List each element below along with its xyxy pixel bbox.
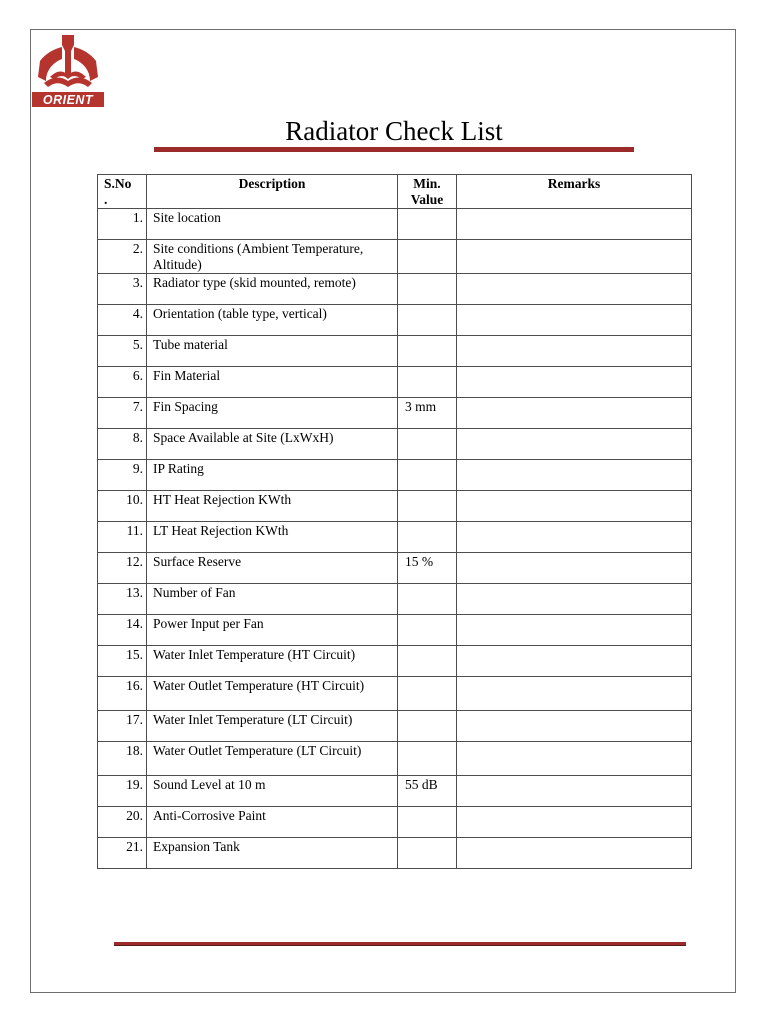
row-min-value[interactable] [398, 742, 457, 776]
table-row [98, 305, 692, 336]
row-min-value[interactable] [398, 274, 457, 305]
row-min-value[interactable]: 15 % [398, 553, 457, 584]
row-description: IP Rating [147, 460, 398, 491]
row-remarks[interactable] [457, 807, 692, 838]
row-remarks[interactable] [457, 584, 692, 615]
row-min-value[interactable] [398, 491, 457, 522]
row-remarks[interactable] [457, 646, 692, 677]
row-remarks[interactable] [457, 274, 692, 305]
row-min-value[interactable] [398, 711, 457, 742]
row-min-value[interactable] [398, 807, 457, 838]
table-row [98, 615, 692, 646]
row-min-value[interactable] [398, 305, 457, 336]
table-row [98, 807, 692, 838]
title-underline-rule [154, 147, 634, 152]
radiator-checklist-table [97, 174, 692, 869]
header-min-value [398, 175, 457, 209]
table-row [98, 522, 692, 553]
row-min-value[interactable]: 55 dB [398, 776, 457, 807]
table-row [98, 240, 692, 274]
row-description: Radiator type (skid mounted, remote) [147, 274, 398, 305]
row-remarks[interactable] [457, 460, 692, 491]
row-number: 21. [98, 838, 147, 869]
table-row [98, 491, 692, 522]
row-description: Site location [147, 209, 398, 240]
row-description: Orientation (table type, vertical) [147, 305, 398, 336]
row-min-value[interactable] [398, 646, 457, 677]
row-description: Space Available at Site (LxWxH) [147, 429, 398, 460]
orient-wordmark: ORIENT [42, 93, 94, 107]
table-header-row [98, 175, 692, 209]
row-min-value[interactable] [398, 240, 457, 274]
row-remarks[interactable] [457, 838, 692, 869]
row-number: 9. [98, 460, 147, 491]
row-description: Fin Spacing [147, 398, 398, 429]
table-row [98, 838, 692, 869]
row-number: 20. [98, 807, 147, 838]
row-remarks[interactable] [457, 367, 692, 398]
header-min-value-label: Min. Value [410, 176, 444, 207]
header-remarks: Remarks [457, 175, 692, 209]
row-description: LT Heat Rejection KWth [147, 522, 398, 553]
table-body [98, 209, 692, 869]
table-row [98, 711, 692, 742]
table-row [98, 584, 692, 615]
row-number: 5. [98, 336, 147, 367]
table-row [98, 460, 692, 491]
row-number: 17. [98, 711, 147, 742]
row-remarks[interactable] [457, 398, 692, 429]
row-remarks[interactable] [457, 553, 692, 584]
row-remarks[interactable] [457, 491, 692, 522]
row-remarks[interactable] [457, 742, 692, 776]
row-description: Number of Fan [147, 584, 398, 615]
row-number: 16. [98, 677, 147, 711]
row-description: Tube material [147, 336, 398, 367]
row-min-value[interactable] [398, 522, 457, 553]
row-number: 18. [98, 742, 147, 776]
row-min-value[interactable] [398, 460, 457, 491]
row-number: 19. [98, 776, 147, 807]
row-description: Water Inlet Temperature (LT Circuit) [147, 711, 398, 742]
row-min-value[interactable] [398, 336, 457, 367]
row-min-value[interactable] [398, 838, 457, 869]
table-row [98, 336, 692, 367]
orient-logo-mark [32, 31, 104, 107]
row-number: 1. [98, 209, 147, 240]
row-number: 11. [98, 522, 147, 553]
row-remarks[interactable] [457, 615, 692, 646]
row-min-value[interactable] [398, 209, 457, 240]
table-row [98, 742, 692, 776]
table-row [98, 677, 692, 711]
row-description: Power Input per Fan [147, 615, 398, 646]
row-remarks[interactable] [457, 776, 692, 807]
row-remarks[interactable] [457, 429, 692, 460]
row-number: 12. [98, 553, 147, 584]
row-min-value[interactable] [398, 584, 457, 615]
row-remarks[interactable] [457, 522, 692, 553]
table-row [98, 646, 692, 677]
row-min-value[interactable] [398, 429, 457, 460]
table-row [98, 429, 692, 460]
row-remarks[interactable] [457, 209, 692, 240]
document-title: Radiator Check List [285, 116, 503, 146]
row-min-value[interactable] [398, 367, 457, 398]
row-remarks[interactable] [457, 240, 692, 274]
row-number: 13. [98, 584, 147, 615]
row-description: Anti-Corrosive Paint [147, 807, 398, 838]
orient-logo [32, 31, 104, 107]
row-number: 6. [98, 367, 147, 398]
row-remarks[interactable] [457, 677, 692, 711]
row-remarks[interactable] [457, 711, 692, 742]
row-number: 7. [98, 398, 147, 429]
table-row [98, 209, 692, 240]
table-row [98, 776, 692, 807]
header-description: Description [147, 175, 398, 209]
row-description: Water Outlet Temperature (LT Circuit) [147, 742, 398, 776]
row-number: 15. [98, 646, 147, 677]
row-description: Water Outlet Temperature (HT Circuit) [147, 677, 398, 711]
row-min-value[interactable]: 3 mm [398, 398, 457, 429]
row-description: Water Inlet Temperature (HT Circuit) [147, 646, 398, 677]
header-sno-label: S.No . [104, 176, 132, 207]
row-description: Site conditions (Ambient Temperature, Altitude) [147, 240, 398, 274]
row-remarks[interactable] [457, 336, 692, 367]
header-sno [98, 175, 147, 209]
row-description: Sound Level at 10 m [147, 776, 398, 807]
row-number: 2. [98, 240, 147, 274]
row-number: 4. [98, 305, 147, 336]
row-min-value[interactable] [398, 615, 457, 646]
row-number: 3. [98, 274, 147, 305]
row-description: Fin Material [147, 367, 398, 398]
table-row [98, 367, 692, 398]
row-remarks[interactable] [457, 305, 692, 336]
table-row [98, 553, 692, 584]
row-description: HT Heat Rejection KWth [147, 491, 398, 522]
footer-rule [114, 942, 686, 946]
table-row [98, 398, 692, 429]
row-number: 8. [98, 429, 147, 460]
table-row [98, 274, 692, 305]
row-description: Expansion Tank [147, 838, 398, 869]
row-description: Surface Reserve [147, 553, 398, 584]
row-number: 14. [98, 615, 147, 646]
row-number: 10. [98, 491, 147, 522]
row-min-value[interactable] [398, 677, 457, 711]
